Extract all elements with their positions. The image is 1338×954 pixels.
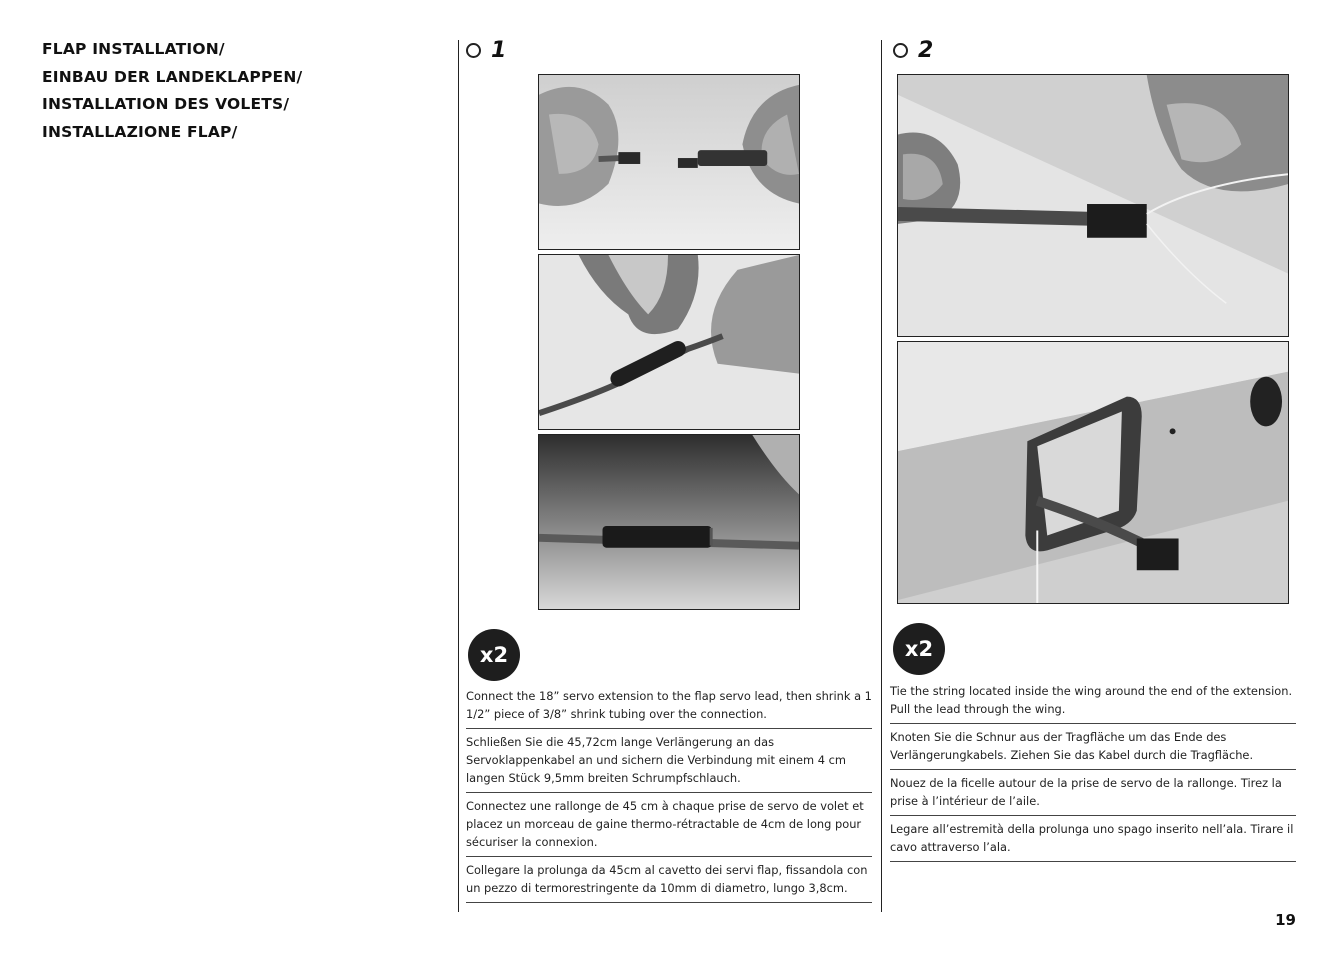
step-1-checkbox-icon[interactable] [466,43,481,58]
step-2-header [893,38,933,63]
step-2-text-english: Tie the string located inside the wing around the end of the extension. Pull the lead through the wing. [890,678,1296,724]
title-line-german: EINBAU DER LANDEKLAPPEN/ [42,67,303,86]
step-2-text-italian: Legare all’estremità della prolunga uno spago inserito nell’ala. Tirare il cavo attraverso l’ala. [890,816,1296,862]
section-title [42,36,302,146]
step-1-text-german: Schließen Sie die 45,72cm lange Verlängerung an das Servoklappenkabel an und sichern die Verbindung mit einem 4 cm langen Stück 9,5mm breiten Schrumpfschlauch. [466,729,872,793]
title-line-english: FLAP INSTALLATION/ [42,40,225,58]
title-line-french: INSTALLATION DES VOLETS/ [42,95,290,113]
step-2-quantity-badge: x2 [893,623,945,675]
step-1-instructions [466,683,872,903]
step-2-photo-pull-through-wing [897,341,1289,604]
page-number: 19 [1275,911,1296,929]
step-2-number: 2 [918,38,934,63]
step-2-text-french: Nouez de la ficelle autour de la prise de servo de la rallonge. Tirez la prise à l’intérieur de l’aile. [890,770,1296,816]
step-2-checkbox-icon[interactable] [893,43,908,58]
step-1-text-french: Connectez une rallonge de 45 cm à chaque prise de servo de volet et placez un morceau de gaine thermo-rétractable de 4cm de long pour sécuriser la connexion. [466,793,872,857]
step-1-photo-finished-connection [538,434,800,610]
step-1-text-english: Connect the 18” servo extension to the flap servo lead, then shrink a 1 1/2” piece of 3/8” shrink tubing over the connection. [466,683,872,729]
title-line-italian: INSTALLAZIONE FLAP/ [42,122,238,141]
step-2-photo-tie-string [897,74,1289,337]
step-2-text-german: Knoten Sie die Schnur aus der Tragfläche um das Ende des Verlängerungkabels. Ziehen Sie das Kabel durch die Tragfläche. [890,724,1296,770]
column-divider-right [881,40,882,912]
step-1-photo-connectors [538,74,800,250]
step-1-photo-heat-shrink [538,254,800,430]
step-1-header [466,38,506,63]
step-1-number: 1 [491,38,507,63]
step-1-text-italian: Collegare la prolunga da 45cm al cavetto dei servi flap, fissandola con un pezzo di termorestringente da 10mm di diametro, lungo 3,8cm. [466,857,872,903]
column-divider-left [458,40,459,912]
step-2-instructions [890,678,1296,862]
step-1-quantity-badge: x2 [468,629,520,681]
